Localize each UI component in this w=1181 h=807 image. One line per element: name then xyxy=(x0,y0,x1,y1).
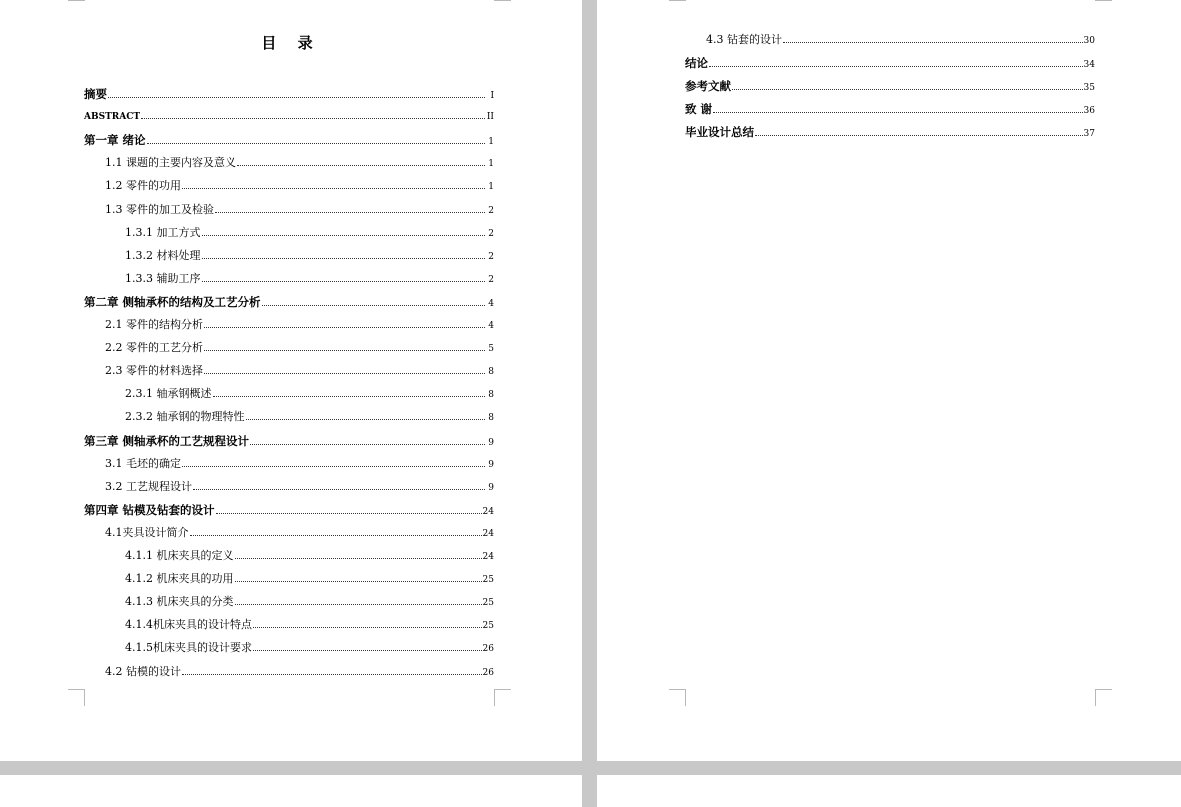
toc-entry-label: 参考文献 xyxy=(685,79,731,94)
page-corner-mark xyxy=(669,689,686,706)
toc-entry-label: 致 谢 xyxy=(685,102,713,117)
page-corner-mark xyxy=(494,0,511,1)
toc-page-number: II xyxy=(486,112,494,123)
toc-entry-label: 3.2 工艺规程设计 xyxy=(105,479,192,493)
toc-entry-label: 4.1夹具设计简介 xyxy=(105,525,189,539)
toc-entry[interactable] xyxy=(125,387,494,402)
toc-entry[interactable] xyxy=(685,102,1095,118)
toc-page-number: 25 xyxy=(482,621,494,632)
toc-entry-label: 3.1 毛坯的确定 xyxy=(105,456,181,470)
toc-dot-leader xyxy=(190,535,482,536)
toc-entry-label: 第二章 侧轴承杯的结构及工艺分析 xyxy=(84,294,261,309)
toc-entry[interactable] xyxy=(125,410,494,425)
toc-entry[interactable] xyxy=(105,318,494,333)
page-corner-mark xyxy=(1095,689,1112,706)
toc-dot-leader xyxy=(182,188,485,189)
toc-entry[interactable] xyxy=(105,341,494,356)
toc-entry[interactable] xyxy=(84,110,494,124)
toc-entry[interactable] xyxy=(125,572,494,587)
toc-dot-leader xyxy=(235,604,482,605)
toc-page-number: 1 xyxy=(488,159,494,170)
toc-page-number: 24 xyxy=(482,528,494,539)
page-corner-mark xyxy=(669,0,686,1)
toc-entry[interactable] xyxy=(105,179,494,194)
toc-entry-label: 4.1.1 机床夹具的定义 xyxy=(125,549,234,562)
toc-entry[interactable] xyxy=(685,125,1095,141)
toc-page-number: 2 xyxy=(488,228,494,239)
toc-entry-label: 2.3 零件的材料选择 xyxy=(105,364,203,378)
page-corner-mark xyxy=(68,0,85,1)
toc-page-number: 2 xyxy=(488,251,494,262)
toc-page-number: 30 xyxy=(1083,36,1095,46)
next-page-right xyxy=(597,775,1181,807)
toc-entry[interactable] xyxy=(706,33,1095,48)
toc-page-number: 34 xyxy=(1083,60,1095,71)
toc-entry[interactable] xyxy=(84,434,494,450)
toc-entry-label: ABSTRACT xyxy=(84,112,141,123)
toc-entry-label: 4.2 钻模的设计 xyxy=(105,664,181,678)
toc-dot-leader xyxy=(253,627,482,628)
toc-entry[interactable] xyxy=(685,79,1095,95)
toc-page-number: 2 xyxy=(488,274,494,285)
toc-page-number: 9 xyxy=(488,482,494,493)
next-page-left xyxy=(0,775,582,807)
toc-entry-label: 第一章 绪论 xyxy=(84,133,146,148)
toc-entry-label: 4.1.2 机床夹具的功用 xyxy=(125,572,234,586)
toc-dot-leader xyxy=(193,489,485,490)
toc-page-number: 4 xyxy=(488,321,494,331)
toc-entry-label: 摘要 xyxy=(84,87,107,101)
toc-entry-label: 1.3.1 加工方式 xyxy=(125,225,201,239)
toc-page-number: 37 xyxy=(1083,129,1095,140)
toc-dot-leader xyxy=(235,558,482,559)
toc-entry[interactable] xyxy=(105,480,494,495)
toc-page-number: 26 xyxy=(482,667,494,678)
toc-entry-label: 2.2 零件的工艺分析 xyxy=(105,341,203,355)
toc-page-number: 25 xyxy=(482,575,494,586)
toc-page-number: 5 xyxy=(488,344,494,355)
toc-entry-label: 1.3 零件的加工及检验 xyxy=(105,202,214,216)
toc-entry-label: 2.3.2 轴承钢的物理特性 xyxy=(125,410,245,424)
toc-entry[interactable] xyxy=(125,272,494,287)
toc-title: 目 录 xyxy=(261,34,321,52)
toc-entry-label: 2.3.1 轴承钢概述 xyxy=(125,387,212,401)
toc-page-number: 36 xyxy=(1083,106,1095,117)
toc-page-number: 35 xyxy=(1083,83,1095,94)
toc-entry-label: 1.3.2 材料处理 xyxy=(125,248,201,262)
toc-page-number: 1 xyxy=(488,182,494,193)
toc-page-number: 24 xyxy=(482,506,494,517)
toc-entry[interactable] xyxy=(125,641,494,656)
toc-entry[interactable] xyxy=(125,249,494,264)
toc-page-number: 1 xyxy=(488,137,494,148)
toc-entry[interactable] xyxy=(685,56,1095,72)
toc-dot-leader xyxy=(783,42,1083,43)
toc-entry[interactable] xyxy=(125,226,494,241)
toc-page-number: I xyxy=(490,91,494,101)
toc-entry-label: 2.1 零件的结构分析 xyxy=(105,318,203,331)
toc-page-number: 2 xyxy=(488,205,494,216)
toc-dot-leader xyxy=(237,165,485,166)
toc-page-number: 26 xyxy=(482,644,494,655)
toc-dot-leader xyxy=(204,327,485,328)
toc-dot-leader xyxy=(732,89,1083,90)
toc-entry-label: 1.2 零件的功用 xyxy=(105,179,181,193)
toc-entry[interactable] xyxy=(84,87,494,103)
toc-dot-leader xyxy=(202,235,486,236)
toc-dot-leader xyxy=(713,112,1083,113)
toc-entry[interactable] xyxy=(125,549,494,564)
toc-dot-leader xyxy=(141,118,485,119)
toc-dot-leader xyxy=(215,212,485,213)
toc-page-number: 25 xyxy=(482,598,494,609)
toc-dot-leader xyxy=(204,350,485,351)
toc-entry[interactable] xyxy=(84,295,494,311)
toc-entry[interactable] xyxy=(125,618,494,633)
toc-entry[interactable] xyxy=(125,595,494,610)
toc-dot-leader xyxy=(262,305,485,306)
toc-entry[interactable] xyxy=(84,503,494,519)
toc-dot-leader xyxy=(253,650,482,651)
toc-dot-leader xyxy=(213,396,486,397)
toc-dot-leader xyxy=(216,513,482,514)
toc-entry[interactable] xyxy=(105,526,494,541)
toc-entry-label: 1.1 课题的主要内容及意义 xyxy=(105,156,236,170)
toc-dot-leader xyxy=(235,581,482,582)
toc-page-number: 8 xyxy=(488,413,494,424)
toc-page-number: 4 xyxy=(488,298,494,309)
toc-page-number: 8 xyxy=(488,367,494,378)
toc-dot-leader xyxy=(108,97,485,98)
toc-page-number: 8 xyxy=(488,390,494,401)
toc-page-number: 24 xyxy=(482,552,494,562)
document-page-left xyxy=(0,0,582,761)
toc-entry-label: 4.1.5机床夹具的设计要求 xyxy=(125,641,252,655)
toc-entry[interactable] xyxy=(105,665,494,680)
document-page-right xyxy=(597,0,1181,761)
toc-entry-label: 第四章 钻模及钻套的设计 xyxy=(84,502,215,517)
toc-dot-leader xyxy=(755,135,1083,136)
toc-dot-leader xyxy=(202,281,486,282)
toc-entry-label: 4.1.3 机床夹具的分类 xyxy=(125,595,234,609)
toc-dot-leader xyxy=(246,419,486,420)
toc-entry[interactable] xyxy=(105,364,494,379)
toc-dot-leader xyxy=(202,258,486,259)
toc-dot-leader xyxy=(182,674,482,675)
toc-entry[interactable] xyxy=(84,133,494,149)
toc-dot-leader xyxy=(182,466,485,467)
toc-entry-label: 第三章 侧轴承杯的工艺规程设计 xyxy=(84,433,250,448)
toc-entry-label: 4.3 钻套的设计 xyxy=(706,33,782,46)
toc-entry-label: 毕业设计总结 xyxy=(685,125,754,140)
page-corner-mark xyxy=(494,689,511,706)
toc-entry[interactable] xyxy=(105,203,494,218)
toc-page-number: 9 xyxy=(488,459,494,470)
toc-entry[interactable] xyxy=(105,156,494,171)
toc-entry[interactable] xyxy=(105,457,494,472)
page-corner-mark xyxy=(68,689,85,706)
toc-dot-leader xyxy=(204,373,485,374)
page-corner-mark xyxy=(1095,0,1112,1)
toc-page-number: 9 xyxy=(488,437,494,448)
toc-dot-leader xyxy=(250,444,485,445)
toc-dot-leader xyxy=(147,143,485,144)
toc-entry-label: 1.3.3 辅助工序 xyxy=(125,271,201,285)
toc-entry-label: 结论 xyxy=(685,56,708,71)
toc-entry-label: 4.1.4机床夹具的设计特点 xyxy=(125,618,252,632)
toc-dot-leader xyxy=(709,66,1083,67)
